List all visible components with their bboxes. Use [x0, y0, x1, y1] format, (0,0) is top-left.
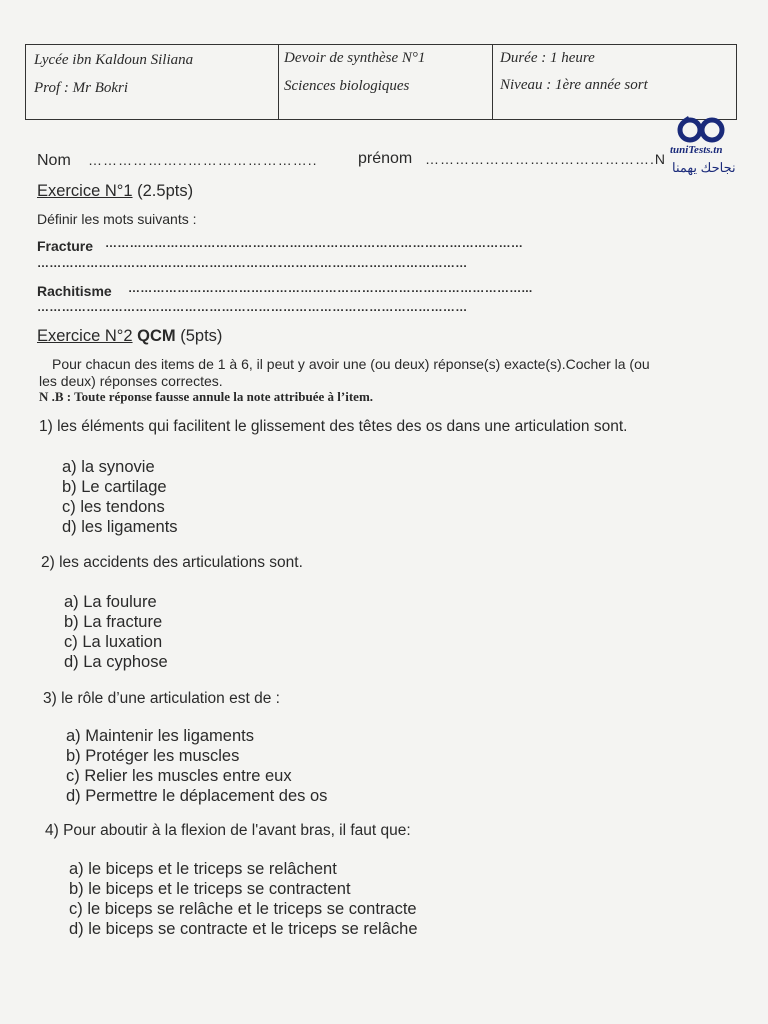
q1-option-b[interactable]: b) Le cartilage	[62, 478, 167, 496]
q4-option-d[interactable]: d) le biceps se contracte et le triceps se relâche	[69, 920, 418, 938]
logo-tagline: نجاحك يهمنا	[672, 160, 736, 175]
exercise-2-instruction: Pour chacun des items de 1 à 6, il peut y avoir une (ou deux) réponse(s) exacte(s).Cocher la (ou	[52, 356, 650, 372]
exam-title: Devoir de synthèse N°1	[284, 50, 426, 66]
subject: Sciences biologiques	[284, 78, 410, 94]
school-name: Lycée ibn Kaldoun Siliana	[34, 52, 194, 68]
q2-option-b[interactable]: b) La fracture	[64, 613, 163, 631]
exercise-1-title: Exercice N°1	[37, 182, 133, 200]
tunitests-logo	[666, 114, 746, 184]
exercise-2-heading	[37, 327, 222, 346]
logo-brand: tuniTests.tn	[670, 144, 723, 156]
term-rachitisme: Rachitisme	[37, 283, 112, 299]
q1-option-d[interactable]: d) les ligaments	[62, 518, 178, 536]
prenom-field: ……………………………………….N	[425, 151, 666, 167]
rachitisme-answer-line-2: ……………………………………………………………………………………………	[37, 300, 468, 314]
teacher-name: Prof : Mr Bokri	[34, 80, 129, 96]
q3-option-d[interactable]: d) Permettre le déplacement des os	[66, 787, 328, 805]
exercise-1-instruction: Définir les mots suivants :	[37, 211, 197, 227]
infinity-logo-icon	[674, 114, 730, 144]
exercise-2-points: (5pts)	[180, 327, 223, 345]
q2-option-d[interactable]: d) La cyphose	[64, 653, 168, 671]
exercise-2-title: Exercice N°2	[37, 327, 133, 345]
question-4: 4) Pour aboutir à la flexion de l'avant bras, il faut que:	[45, 822, 411, 839]
q1-option-a[interactable]: a) la synovie	[62, 458, 155, 476]
fracture-answer-line: …………………………………………………………………………………………	[105, 236, 524, 250]
exercise-2-qcm: QCM	[137, 327, 176, 345]
question-3: 3) le rôle d’une articulation est de :	[43, 690, 280, 707]
nom-field: ………………..……………………..	[88, 152, 318, 168]
q4-option-b[interactable]: b) le biceps et le triceps se contractent	[69, 880, 351, 898]
level: Niveau : 1ère année sort	[500, 77, 648, 93]
header-divider	[278, 45, 279, 119]
exercise-1-heading	[37, 182, 193, 201]
exercise-2-note: N .B : Toute réponse fausse annule la note attribuée à l’item.	[39, 389, 374, 404]
q4-option-a[interactable]: a) le biceps et le triceps se relâchent	[69, 860, 337, 878]
exercise-2-instruction-cont: les deux) réponses correctes.	[39, 373, 223, 389]
question-2: 2) les accidents des articulations sont.	[41, 554, 303, 571]
header-divider	[492, 45, 493, 119]
term-fracture: Fracture	[37, 238, 94, 254]
rachitisme-answer-line: ……………………………………………………………………………………...	[128, 281, 533, 295]
duration: Durée : 1 heure	[500, 50, 595, 66]
nom-label: Nom	[37, 152, 71, 169]
q1-option-c[interactable]: c) les tendons	[62, 498, 165, 516]
exercise-1-points: (2.5pts)	[137, 182, 194, 200]
q4-option-c[interactable]: c) le biceps se relâche et le triceps se contracte	[69, 900, 417, 918]
prenom-label: prénom	[358, 150, 413, 167]
q2-option-c[interactable]: c) La luxation	[64, 633, 163, 651]
q3-option-b[interactable]: b) Protéger les muscles	[66, 747, 240, 765]
fracture-answer-line-2: ……………………………………………………………………………………………	[37, 256, 468, 270]
question-1: 1) les éléments qui facilitent le glissement des têtes des os dans une articulation sont.	[39, 418, 628, 435]
q3-option-a[interactable]: a) Maintenir les ligaments	[66, 727, 254, 745]
q2-option-a[interactable]: a) La foulure	[64, 593, 157, 611]
header-table	[25, 44, 737, 120]
q3-option-c[interactable]: c) Relier les muscles entre eux	[66, 767, 292, 785]
